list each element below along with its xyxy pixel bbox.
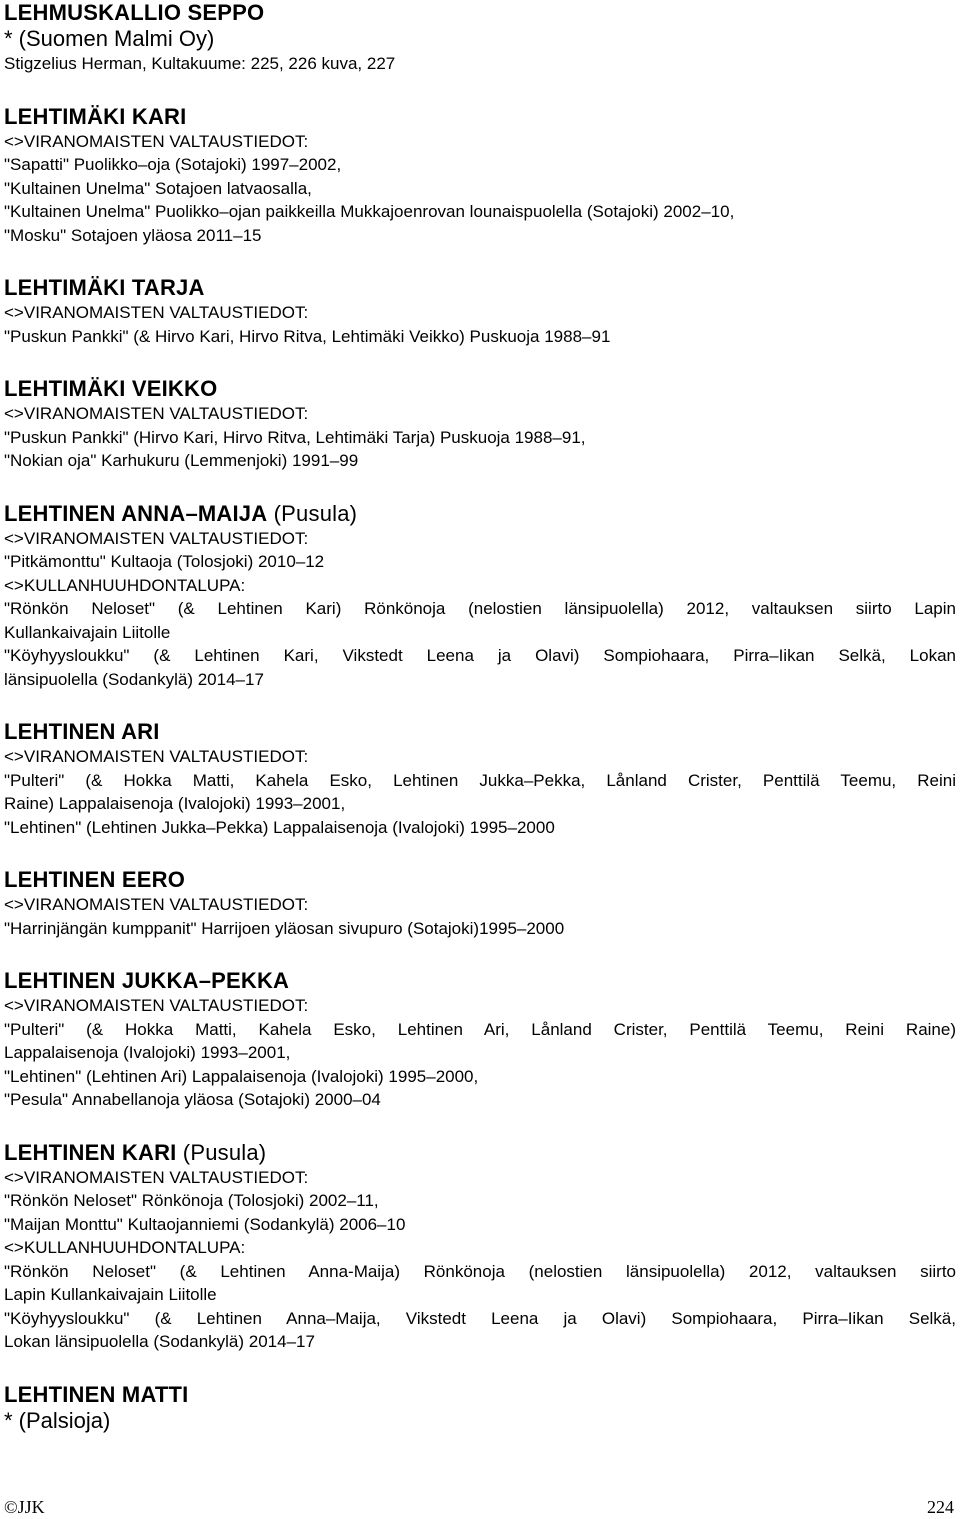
person-name: LEHTINEN JUKKA–PEKKA (4, 968, 290, 993)
page-number: 224 (927, 1497, 954, 1517)
entry-text-line: "Pulteri" (& Hokka Matti, Kahela Esko, Lehtinen Jukka–Pekka, Lånland Crister, Penttilä Teemu, Reini (4, 770, 956, 790)
entry-text-line: "Pulteri" (& Hokka Matti, Kahela Esko, Lehtinen Ari, Lånland Crister, Penttilä Teemu, Reini Raine) (4, 1019, 956, 1039)
entry-spacer (4, 348, 956, 376)
section-label: <>KULLANHUUHDONTALUPA: (4, 1238, 246, 1257)
entry-text-line: "Puskun Pankki" (& Hirvo Kari, Hirvo Ritva, Lehtimäki Veikko) Puskuoja 1988–91 (4, 326, 611, 346)
person-name-heading (4, 1140, 956, 1166)
person-name-heading (4, 1382, 956, 1408)
entry-spacer (4, 1112, 956, 1140)
entry-text-line: "Sapatti" Puolikko–oja (Sotajoki) 1997–2002, (4, 155, 342, 174)
person-entry (4, 719, 956, 839)
person-entry (4, 376, 956, 473)
entry-spacer (4, 691, 956, 719)
entry-text-line: "Rönkön Neloset" Rönkönoja (Tolosjoki) 2002–11, (4, 1191, 379, 1210)
entry-text-line: "Rönkön Neloset" (& Lehtinen Anna-Maija) Rönkönoja (nelostien länsipuolella) 2012, valtauksen siirto (4, 1261, 956, 1281)
person-name-heading (4, 104, 956, 130)
person-name: LEHTINEN ARI (4, 719, 160, 744)
person-name: LEHTINEN KARI (4, 1139, 177, 1165)
entry-text-line: Kullankaivajain Liitolle (4, 622, 171, 642)
person-name: LEHTIMÄKI TARJA (4, 275, 205, 300)
entry-text-line: Raine) Lappalaisenoja (Ivalojoki) 1993–2001, (4, 794, 346, 813)
entry-text-line: "Lehtinen" (Lehtinen Ari) Lappalaisenoja (Ivalojoki) 1995–2000, (4, 1066, 479, 1086)
section-label: <>VIRANOMAISTEN VALTAUSTIEDOT: (4, 303, 309, 322)
person-name: LEHTINEN MATTI (4, 1381, 189, 1407)
copyright-text: ©JJK (4, 1497, 45, 1517)
person-entry (4, 275, 956, 348)
entry-text-line: "Köyhyysloukku" (& Lehtinen Anna–Maija, Vikstedt Leena ja Olavi) Sompiohaara, Pirra–Iikan Selkä, (4, 1308, 956, 1328)
person-entry (4, 1140, 956, 1354)
person-name: LEHTIMÄKI KARI (4, 103, 187, 129)
entry-text-line: "Kultainen Unelma" Sotajoen latvaosalla, (4, 178, 312, 198)
entry-text-line: Lokan länsipuolella (Sodankylä) 2014–17 (4, 1332, 315, 1351)
document-page (4, 0, 956, 1434)
section-label: <>VIRANOMAISTEN VALTAUSTIEDOT: (4, 1167, 309, 1187)
person-entry (4, 501, 956, 692)
entry-text-line: länsipuolella (Sodankylä) 2014–17 (4, 669, 264, 689)
person-name: LEHTINEN EERO (4, 867, 186, 892)
entry-text-line: "Maijan Monttu" Kultaojanniemi (Sodankylä) 2006–10 (4, 1214, 406, 1234)
person-entry (4, 867, 956, 940)
entry-text-line: "Kultainen Unelma" Puolikko–ojan paikkeilla Mukkajoenrovan lounaispuolella (Sotajoki) 2002–10, (4, 202, 735, 221)
entry-subtitle: * (Palsioja) (4, 1407, 111, 1433)
entry-text-line: Lappalaisenoja (Ivalojoki) 1993–2001, (4, 1043, 291, 1062)
section-label: <>VIRANOMAISTEN VALTAUSTIEDOT: (4, 895, 309, 914)
person-name-heading (4, 275, 956, 301)
section-label: <>VIRANOMAISTEN VALTAUSTIEDOT: (4, 528, 309, 548)
person-name: LEHTIMÄKI VEIKKO (4, 376, 218, 401)
person-entry (4, 104, 956, 248)
entry-text-line: "Köyhyysloukku" (& Lehtinen Kari, Vikstedt Leena ja Olavi) Sompiohaara, Pirra–Iikan Selkä, Lokan (4, 646, 956, 665)
entry-text-line: "Lehtinen" (Lehtinen Jukka–Pekka) Lappalaisenoja (Ivalojoki) 1995–2000 (4, 817, 555, 837)
entry-text-line: "Nokian oja" Karhukuru (Lemmenjoki) 1991–99 (4, 451, 359, 470)
entry-text-line: Lapin Kullankaivajain Liitolle (4, 1285, 217, 1304)
entry-text-line: "Pesula" Annabellanoja yläosa (Sotajoki) 2000–04 (4, 1090, 381, 1109)
person-entry (4, 0, 956, 76)
entry-spacer (4, 473, 956, 501)
entry-spacer (4, 940, 956, 968)
person-entry (4, 968, 956, 1112)
person-name-heading (4, 968, 956, 994)
person-name: LEHMUSKALLIO SEPPO (4, 0, 265, 25)
entry-spacer (4, 1354, 956, 1382)
section-label: <>KULLANHUUHDONTALUPA: (4, 575, 246, 595)
entry-text-line: "Pitkämonttu" Kultaoja (Tolosjoki) 2010–12 (4, 552, 325, 571)
entry-spacer (4, 76, 956, 104)
entry-text-line: "Puskun Pankki" (Hirvo Kari, Hirvo Ritva, Lehtimäki Tarja) Puskuoja 1988–91, (4, 427, 586, 447)
person-location: (Pusula) (176, 1139, 267, 1165)
person-name: LEHTINEN ANNA–MAIJA (4, 500, 268, 526)
person-location: (Pusula) (267, 500, 358, 526)
person-name-heading (4, 0, 956, 26)
entry-subtitle: * (Suomen Malmi Oy) (4, 26, 215, 51)
person-name-heading (4, 376, 956, 402)
entry-spacer (4, 839, 956, 867)
person-entry (4, 1382, 956, 1434)
person-name-heading (4, 501, 956, 527)
entry-text-line: Stigzelius Herman, Kultakuume: 225, 226 kuva, 227 (4, 54, 396, 73)
entry-spacer (4, 247, 956, 275)
entry-text-line: "Mosku" Sotajoen yläosa 2011–15 (4, 225, 262, 245)
section-label: <>VIRANOMAISTEN VALTAUSTIEDOT: (4, 404, 309, 423)
section-label: <>VIRANOMAISTEN VALTAUSTIEDOT: (4, 747, 309, 766)
section-label: <>VIRANOMAISTEN VALTAUSTIEDOT: (4, 131, 309, 151)
person-name-heading (4, 719, 956, 745)
page-footer (4, 1496, 954, 1518)
entry-text-line: "Harrinjängän kumppanit" Harrijoen yläosan sivupuro (Sotajoki)1995–2000 (4, 918, 565, 938)
section-label: <>VIRANOMAISTEN VALTAUSTIEDOT: (4, 996, 309, 1015)
person-name-heading (4, 867, 956, 893)
entry-text-line: "Rönkön Neloset" (& Lehtinen Kari) Rönkönoja (nelostien länsipuolella) 2012, valtauksen siirto Lapin (4, 599, 956, 618)
